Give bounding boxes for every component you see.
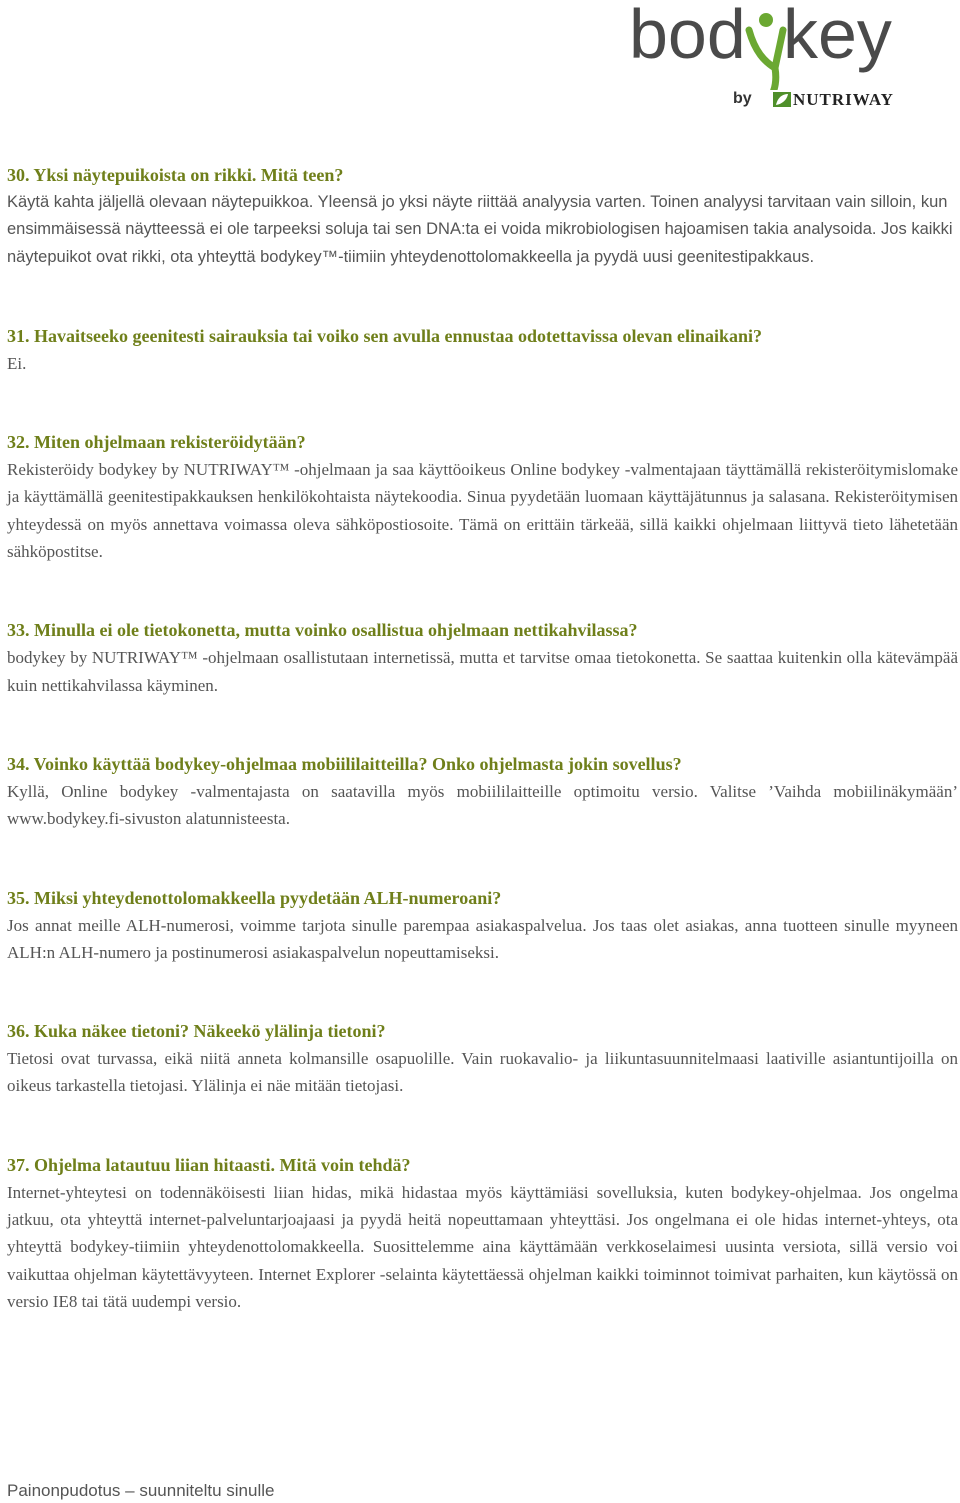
faq-item-37 [7, 1152, 958, 1315]
svg-text:bod: bod [629, 0, 746, 73]
faq-question: 32. Miten ohjelmaan rekisteröidytään? [7, 432, 306, 453]
logo-by: by [733, 90, 752, 107]
faq-question: 33. Minulla ei ole tietokonetta, mutta voinko osallistua ohjelmaan nettikahvilassa? [7, 620, 638, 641]
nutriway-leaf-icon [773, 90, 791, 108]
bodykey-logo [625, 0, 925, 118]
faq-item-31 [7, 323, 958, 377]
faq-answer: Tietosi ovat turvassa, eikä niitä anneta kolmansille osapuolille. Vain ruokavalio- ja liikuntasuunnitelmaasi laativille asiantuntijoilla on oikeus tarkastella tietojasi. Ylälinja ei näe mitään tietojasi. [7, 1049, 958, 1096]
faq-answer: Jos annat meille ALH-numerosi, voimme tarjota sinulle parempaa asiakaspalvelua. Jos taas olet asiakas, anna tuotteen sinulle myyneen ALH:n ALH-numero ja postinumerosi asiakaspalvelun nopeuttamiseksi. [7, 915, 958, 962]
page-footer: Painonpudotus – suunniteltu sinulle [7, 1481, 275, 1500]
faq-question: 35. Miksi yhteydenottolomakkeella pyydetään ALH-numeroani? [7, 887, 502, 908]
faq-item-34 [7, 751, 958, 833]
logo-brand: NUTRIWAY [793, 90, 894, 109]
faq-answer [7, 189, 958, 271]
faq-answer: Ei. [7, 353, 27, 373]
faq-answer-part: Käytä kahta jäljellä olevaan näytepuikkoa. Yleensä jo yksi näyte riittää analyysia varten. Toinen analyysi tarvitaan vain silloin, kun ensimmäisessä näytteessä ei ole tarpeeksi soluja tai sen DNA:ta ei voida mikrobiologisen hajoamisen takia analysoida. [7, 193, 948, 239]
faq-answer: Rekisteröidy bodykey by NUTRIWAY™ -ohjelmaan ja saa käyttöoikeus Online bodykey -valmentajaan täyttämällä rekisteröitymislomake ja käyttämällä geenitestipakkauksen henkilökohtaista näytekoodia. Sinua pyydetään luomaan käyttäjätunnus ja salasana. Rekisteröitymisen yhteydessä on myös annettava voimassa oleva sähköpostiosoite. Tämä on erittäin tärkeää, sillä kaikki ohjelmaan liittyvä tieto lähetetään sähköpostitse. [7, 460, 958, 562]
faq-answer: Internet-yhteytesi on todennäköisesti liian hidas, mikä hidastaa myös käyttämiäsi sovelluksia, kuten bodykey-ohjelmaa. Jos ongelma jatkuu, ota yhteyttä internet-palveluntarjoajaasi ja pyydä heitä nopeuttamaan yhteyttäsi. Jos ongelmana ei ole hidas internet-yhteys, ota yhteyttä bodykey-tiimiin yhteydenottolomakkeella. Suosittelemme aina käyttämään verkkoselaimesi uusinta versiota, sillä versio voi vaikuttaa ohjelman käytettävyyteen. Internet Explorer -selainta käytettäessä ohjelman kaikki toiminnot toimivat parhaiten, kun käytössä on versio IE8 tai tätä uudempi versio. [7, 1182, 958, 1311]
faq-item-30 [7, 162, 958, 271]
faq-item-33 [7, 617, 958, 699]
faq-question: 31. Havaitseeko geenitesti sairauksia tai voiko sen avulla ennustaa odotettavissa olevan elinaikani? [7, 325, 763, 346]
faq-answer: Kyllä, Online bodykey -valmentajasta on saatavilla myös mobiililaitteille optimoitu versio. Valitse ’Vaihda mobiilinäkymään’ www.bodykey.fi-sivuston alatunnisteesta. [7, 781, 958, 829]
faq-question: 36. Kuka näkee tietoni? Näkeekö ylälinja tietoni? [7, 1021, 386, 1042]
faq-answer: bodykey by NUTRIWAY™ -ohjelmaan osallistutaan internetissä, mutta et tarvitse omaa tietokonetta. Se saattaa kuitenkin olla kätevämpää kuin nettikahvilassa käyminen. [7, 648, 958, 695]
faq-question: 37. Ohjelma latautuu liian hitaasti. Mitä voin tehdä? [7, 1154, 411, 1175]
logo-wordmark-graphic [625, 0, 925, 90]
svg-text:key: key [783, 0, 892, 73]
faq-list [7, 162, 958, 1350]
faq-item-36 [7, 1018, 958, 1100]
faq-item-35 [7, 885, 958, 967]
faq-answer-part: Jos kaikki näytepuikot ovat rikki, ota yhteyttä bodykey™-tiimiin yhteydenottolomakkeella ja pyydä uusi geenitestipakkaus. [7, 220, 953, 266]
faq-item-32 [7, 429, 958, 565]
faq-question: 30. Yksi näytepuikoista on rikki. Mitä teen? [7, 165, 344, 185]
faq-question: 34. Voinko käyttää bodykey-ohjelmaa mobiililaitteilla? Onko ohjelmasta jokin sovellus? [7, 753, 682, 774]
